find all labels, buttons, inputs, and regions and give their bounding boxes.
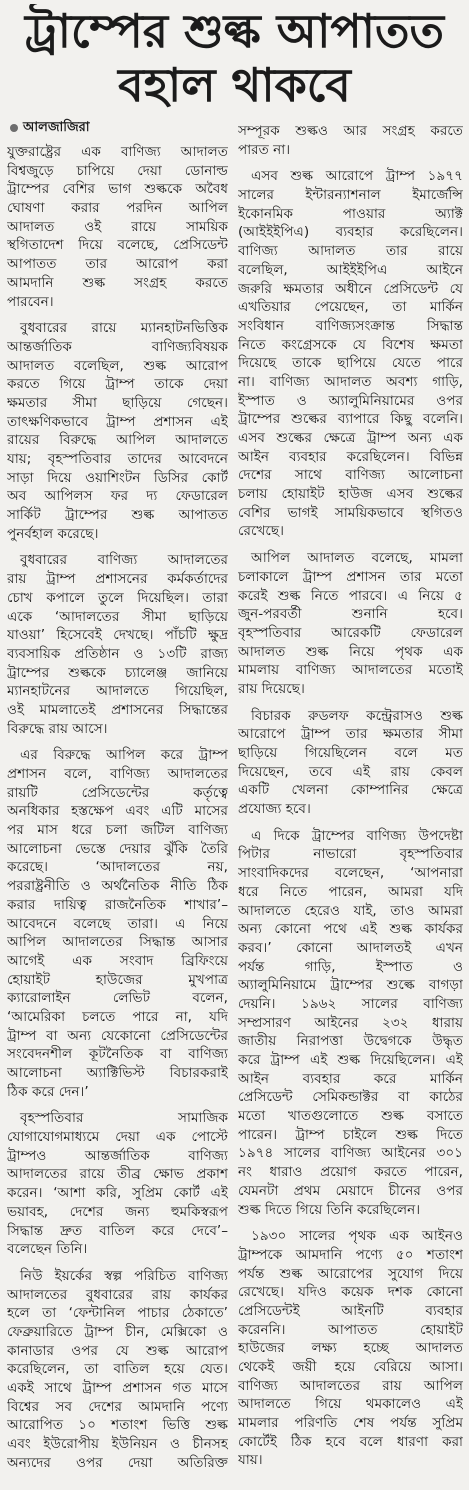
article-line: ইকোনমিক পাওয়ার অ্যাক্ট <box>238 205 463 222</box>
article-line: আরোপে ট্রাম্প তার ক্ষমতার সীমা <box>238 726 463 743</box>
article-line: জুন-পরবর্তী শুনানি হবে। <box>238 606 463 623</box>
article-line: করার দায়িত্ব রাজনৈতিক শাখার’– <box>7 896 228 913</box>
article-paragraph <box>7 143 228 311</box>
article-line: রায়ের বিরুদ্ধে আপিল আদালতে <box>7 432 228 449</box>
article-line: পর্যন্ত গাড়ি, ইস্পাত ও <box>238 958 463 975</box>
article-line: কানাডার ওপর যে শুল্ক আরোপ <box>7 1342 228 1359</box>
article-line: আবেদনে বলেছে তারা। এ নিয়ে <box>7 915 228 932</box>
article-column-right <box>238 122 463 1477</box>
article-line: আদালতে হেরেও যাই, তাও আমরা <box>238 902 463 919</box>
article-line: পররাষ্ট্রনীতি ও অর্থনৈতিক নীতি ঠিক <box>7 878 228 895</box>
article-line: তাৎক্ষণিকভাবে ট্রাম্প প্রশাসন এই <box>7 413 228 430</box>
article-line: এসব শুল্ক আরোপে ট্রাম্প ১৯৭৭ <box>251 168 463 185</box>
article-line: ‘আমেরিকা চলতে পারে না, যদি <box>7 1008 228 1025</box>
article-line: অব আপিলস ফর দ্য ফেডারেল <box>7 488 228 505</box>
article-line: রায় ট্রাম্প প্রশাসনের কর্মকর্তাদের <box>7 571 228 588</box>
article-line: বুধবারের বাণিজ্য আদালতের <box>20 552 228 569</box>
article-line: চোখ কপালে তুলে দিয়েছিল। তারা <box>7 589 228 606</box>
article-paragraph <box>238 1227 463 1470</box>
article-line: নিউ ইয়র্কের স্বল্প পরিচিত বাণিজ্য <box>20 1267 228 1284</box>
article-line: ট্রাম্পের শুল্ককে চ্যালেঞ্জ জানিয়ে <box>7 664 228 681</box>
article-line: সাড়া দিয়ে ওয়াশিংটন ডিসির কোর্ট <box>7 469 228 486</box>
article-paragraph <box>238 167 463 541</box>
article-line: জাতীয় নিরাপত্তা উদ্বেগকে উদ্ধৃত <box>238 1033 463 1050</box>
article-paragraph <box>7 1267 228 1473</box>
article-line: দেশের সাথে বাণিজ্য আলোচনা <box>238 467 463 484</box>
article-line: ম্যানহাটনের আদালতে গিয়েছিল, <box>7 683 228 700</box>
article-line: সাংবাদিকদের বলেছেন, ‘আপনারা <box>238 865 463 882</box>
article-line: ইস্পাত ও অ্যালুমিনিয়ামের ওপর <box>238 392 463 409</box>
article-line: রায় দিয়েছে। <box>238 680 305 697</box>
article-line: পিটার নাভারো বৃহস্পতিবার <box>238 846 463 863</box>
article-line: আগেই এক সংবাদ ব্রিফিংয়ে <box>7 952 228 969</box>
article-line: অনধিকার হস্তক্ষেপ এবং এটি মাসের <box>7 803 228 820</box>
article-line: আদালতের বুধবারের রায় কার্যকর <box>7 1286 228 1303</box>
article-line: ঘোষণা করার পরদিন আপিল <box>7 200 228 217</box>
article-line: ঠিক করে দেন।’ <box>7 1083 89 1100</box>
article-line: রায়টি প্রেসিডেন্টের কর্তৃত্বে <box>7 784 228 801</box>
headline-line-2: বহাল থাকবে <box>118 58 351 112</box>
article-line: সংবিধান বাণিজ্যসংক্রান্ত সিদ্ধান্ত <box>238 317 463 334</box>
article-paragraph <box>7 1109 228 1259</box>
article-line: আইন ব্যবহার করে মার্কিন <box>238 1070 463 1087</box>
article-line: নিতে কংগ্রেসকে যে বিশেষ ক্ষমতা <box>238 336 463 353</box>
article-line: সংবেদনশীল কূটনৈতিক বা বাণিজ্য <box>7 1046 228 1063</box>
article-line: বাণিজ্য আদালতের রায় আপিল <box>238 1377 463 1394</box>
byline-source: আলজাজিরা <box>23 120 90 135</box>
article-line: আলোচনা ভেস্তে দেয়ার ঝুঁকি তৈরি <box>7 840 228 857</box>
article-line: পারত না। <box>238 141 291 158</box>
article-line: চলায় হোয়াইট হাউজ এসব শুল্কের <box>238 486 463 503</box>
article-line: যেমনটা প্রথম মেয়াদে চীনের ওপর <box>238 1182 463 1199</box>
article-line: আদালত বলেছিল, শুল্ক আরোপ <box>7 357 228 374</box>
article-line: বিচারক রুডলফ কন্ট্রেরাসও শুল্ক <box>251 707 463 724</box>
article-line: ট্রাম্পও আন্তর্জাতিক বাণিজ্য <box>7 1147 228 1164</box>
article-line: একই সাথে ট্রাম্প প্রশাসন গত মাসে <box>7 1380 228 1396</box>
article-line: করেই শুল্ক নিতে পারবে। এ নিয়ে ৫ <box>238 587 463 604</box>
article-line: সার্কিট ট্রাম্পের শুল্ক আপাতত <box>7 507 228 524</box>
headline-line-1: ট্রাম্পের শুল্ক আপাতত <box>24 4 445 58</box>
article-line: দেয়নি। ১৯৬২ সালের বাণিজ্য <box>238 995 463 1012</box>
article-line: প্রেসিডেন্টই আইনটি ব্যবহার <box>238 1302 463 1319</box>
article-paragraph <box>238 827 463 1219</box>
article-column-left <box>7 143 228 1478</box>
article-line: বৃহস্পতিবার সামাজিক <box>20 1110 228 1127</box>
byline <box>10 119 90 137</box>
article-line: করে ট্রাম্প এই শুল্ক দিয়েছিলেন। এই <box>238 1052 463 1068</box>
article-line: করেন। ‘আশা করি, সুপ্রিম কোর্ট এই <box>7 1185 228 1202</box>
article-line: করতে গিয়ে ট্রাম্প তাকে দেয়া <box>7 376 228 393</box>
article-line: করব।’ কোনো আদালতই এখন <box>238 939 463 956</box>
article-line: নং ধারাও প্রয়োগ করতে পারেন, <box>238 1164 463 1181</box>
article-line: (আইইইপিএ) ব্যবহার করেছিলেন। <box>238 224 463 241</box>
article-line: ফেব্রুয়ারিতে ট্রাম্প চীন, মেক্সিকো ও <box>7 1323 228 1340</box>
article-line: ওই মামলাতেই প্রশাসনের সিদ্ধান্তের <box>7 701 228 718</box>
article-line: এখতিয়ার পেয়েছেন, তা মার্কিন <box>238 299 463 316</box>
article-line: বেশির ভাগই সাময়িকভাবে স্থগিতও <box>238 504 463 521</box>
article-line: যায়। <box>238 1452 263 1469</box>
article-line: যায়; বৃহস্পতিবার তাদের আবেদনে <box>7 451 228 467</box>
article-line: করেননি। আপাতত হোয়াইট <box>238 1321 463 1338</box>
article-line: হোয়াইট হাউজের মুখপাত্র <box>7 971 228 988</box>
article-line: বুধবারের রায়ে ম্যানহাটনভিত্তিক <box>20 320 228 337</box>
article-line: পর মাস ধরে চলা জটিল বাণিজ্য <box>7 822 228 839</box>
article-line: আদালতে গিয়ে থমকালেও এই <box>238 1396 463 1413</box>
article-line: ভয়াবহ, দেশের জন্য হুমকিস্বরূপ <box>7 1203 228 1220</box>
article-line: ট্রাম্পের শুল্কের ব্যাপারে কিছু বলেনি। <box>238 411 463 428</box>
article-line: থেকেই জয়ী হয়ে বেরিয়ে আসা। <box>238 1359 463 1375</box>
article-line: বলেছিল, আইইইপিএ আইনে <box>238 261 463 278</box>
article-line: ছাড়িয়ে গিয়েছিলেন বলে মত <box>238 745 463 761</box>
article-line: শুল্ক দিতে গিয়ে তিনি করেছিলেন। <box>238 1201 421 1218</box>
article-line: অন্যদের ওপর দেয়া অতিরিক্ত <box>7 1454 228 1471</box>
article-line: এবং ইউরোপীয় ইউনিয়ন ও চীনসহ <box>7 1436 228 1453</box>
article-line: বলেছেন তিনি। <box>7 1241 88 1258</box>
article-line: পুনর্বহাল করেছে। <box>7 525 99 542</box>
article-line: আদালতের রায়ে তীব্র ক্ষোভ প্রকাশ <box>7 1166 228 1183</box>
article-paragraph <box>238 707 463 819</box>
article-line: আপাতত তার আরোপ করা <box>7 256 228 273</box>
article-line: যাওয়া’ হিসেবেই দেখছে। পাঁচটি ক্ষুদ্র <box>7 627 228 644</box>
article-line: চলাকালে ট্রাম্প প্রশাসন তার মতো <box>238 568 463 585</box>
article-line: সিদ্ধান্ত দ্রুত বাতিল করে দেবে’– <box>7 1222 228 1239</box>
article-line: হাউজের লক্ষ্য হচ্ছে আদালত <box>238 1340 463 1357</box>
article-line: একে ‘আদালতের সীমা ছাড়িয়ে <box>7 608 228 625</box>
article-line: আরোপিত ১০ শতাংশ ভিত্তি শুল্ক <box>7 1417 228 1434</box>
article-line: প্রযোজ্য হবে। <box>238 801 311 818</box>
article-line: জরুরি ক্ষমতার অধীনে প্রেসিডেন্ট যে <box>238 280 463 297</box>
article-line: হলে তা ‘ফেন্টানিল পাচার ঠেকাতে’ <box>7 1305 228 1322</box>
article-paragraph <box>7 746 228 1101</box>
article-line: কোর্টেই ঠিক হবে বলে ধারণা করা <box>238 1433 463 1450</box>
article-line: স্থগিতাদেশ দিয়ে বলেছে, প্রেসিডেন্ট <box>7 237 228 254</box>
article-line: পর্যন্ত শুল্ক আরোপের সুযোগ দিয়ে <box>238 1265 463 1282</box>
article-line: প্রেসিডেন্ট সেমিকন্ডাক্টর বা কাঠের <box>238 1089 463 1106</box>
article-line: বিশ্বজুড়ে চাপিয়ে দেয়া ডোনাল্ড <box>7 162 228 179</box>
article-line: সালের ইন্টারন্যাশনাল ইমার্জেন্সি <box>238 187 463 204</box>
article-line: ট্রাম্প বা অন্য যেকোনো প্রেসিডেন্টের <box>7 1027 228 1044</box>
article-line: আপিল আদালত বলেছে, মামলা <box>251 550 463 567</box>
article-line: আপিল আদালতের সিদ্ধান্ত আসার <box>7 934 228 951</box>
article-line: আমদানি শুল্ক সংগ্রহ করতে <box>7 274 228 291</box>
article-line: রেখেছে। <box>238 523 284 540</box>
article-line: আদালত শুল্ক নিয়ে পৃথক এক <box>238 643 463 660</box>
article-line: প্রশাসন বলে, বাণিজ্য আদালতের <box>7 766 228 782</box>
article-line: ট্রাম্পকে আমদানি পণ্যে ৫০ শতাংশ <box>238 1246 463 1263</box>
article-line: ধরে নিতে পারেন, আমরা যদি <box>238 883 463 900</box>
article-line: ক্যারোলাইন লেভিট বলেন, <box>7 990 228 1007</box>
article-line: এর বিরুদ্ধে আপিল করে ট্রাম্প <box>20 747 228 764</box>
article-line: একটি খেলনা কোম্পানির ক্ষেত্রে <box>238 782 463 799</box>
article-line: বাণিজ্য আদালত তার রায়ে <box>238 243 463 260</box>
article-line: ট্রাম্পের বেশির ভাগ শুল্ককে অবৈধ <box>7 181 228 198</box>
article-line: ব্যবসায়িক প্রতিষ্ঠান ও ১৩টি রাজ্য <box>7 645 228 662</box>
article-line: সম্পূরক শুল্কও আর সংগ্রহ করতে <box>238 123 463 139</box>
article-line: ১৯৩০ সালের পৃথক এক আইনও <box>251 1228 463 1245</box>
article-line: আইন ব্যবহার করেছিলেন। বিভিন্ন <box>238 448 463 465</box>
article-line: অ্যালুমিনিয়ামে ট্রাম্পের শুল্কে বাগড়া <box>238 977 463 994</box>
article-line: পারবেন। <box>7 293 54 310</box>
article-paragraph <box>238 549 463 699</box>
article-line: রেখেছে। যদিও কয়েক দশক কোনো <box>238 1284 463 1301</box>
article-line: এসব শুল্কের ক্ষেত্রে ট্রাম্প অন্য এক <box>238 430 463 446</box>
article-line: না। বাণিজ্য আদালত অবশ্য গাড়ি, <box>238 373 463 390</box>
article-line: পারেন। ট্রাম্প চাইলে শুল্ক দিতে <box>238 1126 463 1143</box>
article-line: করেছিলেন, তা বাতিল হয়ে যেত। <box>7 1361 228 1378</box>
article-line: বৃহস্পতিবার আরেকটি ফেডারেল <box>238 624 463 641</box>
article-line: সম্প্রসারণ আইনের ২৩২ ধারায় <box>238 1014 463 1031</box>
article-line: আন্তর্জাতিক বাণিজ্যবিষয়ক <box>7 338 228 355</box>
article-line: আদালত ওই রায়ে সাময়িক <box>7 218 228 235</box>
article-paragraph <box>238 122 463 159</box>
headline <box>4 4 465 112</box>
article-line: ১৯৭৪ সালের বাণিজ্য আইনের ৩০১ <box>238 1145 463 1162</box>
article-line: মামলার পরিণতি শেষ পর্যন্ত সুপ্রিম <box>238 1415 463 1432</box>
article-line: দিয়েছেন, তবে এই রায় কেবল <box>238 763 463 780</box>
article-line: বিরুদ্ধে রায় আসে। <box>7 720 108 737</box>
article-line: মতো খাতগুলোতে শুল্ক বসাতে <box>238 1108 463 1125</box>
article-line: করেছে। ‘আদালতের নয়, <box>7 859 228 876</box>
article-line: দিয়েছে তাকে ছাপিয়ে যেতে পারে <box>238 355 463 372</box>
article-paragraph <box>7 551 228 738</box>
article-paragraph <box>7 319 228 543</box>
article-line: বিশ্বের সব দেশের আমদানি পণ্যে <box>7 1398 228 1415</box>
article-line: মামলায় বাণিজ্য আদালতের মতোই <box>238 662 463 679</box>
article-line: এ দিকে ট্রাম্পের বাণিজ্য উপদেষ্টা <box>251 827 463 844</box>
article-line: অন্য কোনো পথে এই শুল্ক কার্যকর <box>238 921 463 938</box>
article-line: যুক্তরাষ্ট্রের এক বাণিজ্য আদালত <box>7 144 228 160</box>
bullet-icon <box>10 124 18 132</box>
article-line: আলোচনা অ্যাক্টিভিস্ট বিচারকরাই <box>7 1065 228 1081</box>
article-line: যোগাযোগমাধ্যমে দেয়া এক পোস্টে <box>7 1129 228 1146</box>
article-line: ক্ষমতার সীমা ছাড়িয়ে গেছেন। <box>7 394 228 411</box>
